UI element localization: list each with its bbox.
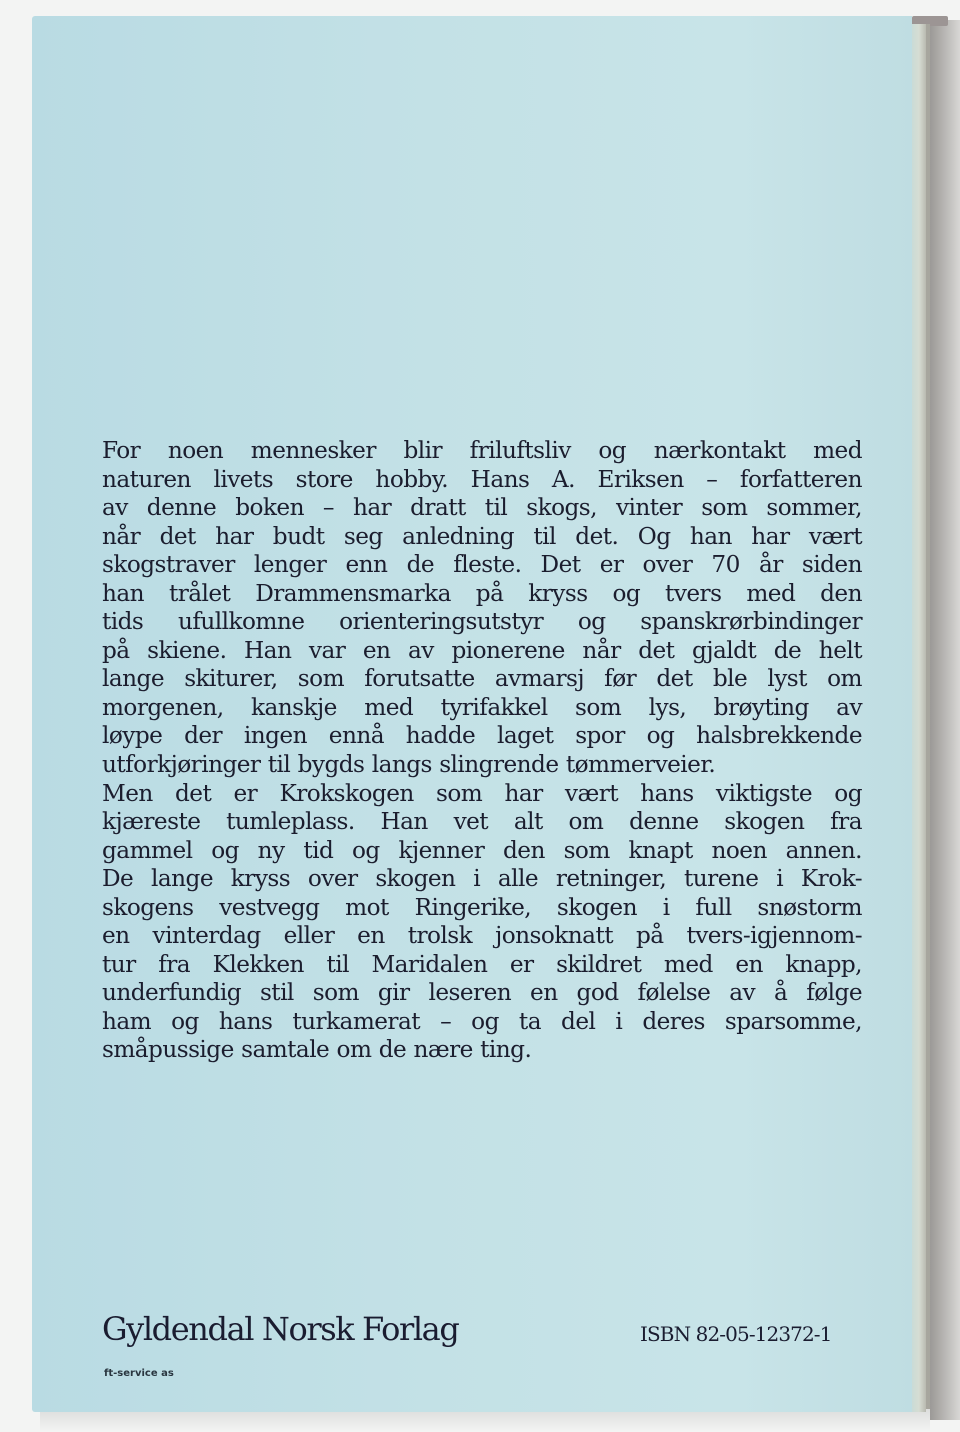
blurb-line: når det har budt seg anledning til det. Og han har vært [102,522,862,550]
book-spine-fold [926,24,930,1409]
blurb-line: De lange kryss over skogen i alle retninger, turene i Krok- [102,865,862,893]
blurb-line: For noen mennesker blir friluftsliv og nærkontakt med [102,437,862,464]
blurb-line: underfundig stil som gir leseren en god følelse av å følge [102,979,862,1007]
printer-credit: ft-service as [104,1368,174,1379]
blurb-line: en vinterdag eller en trolsk jonsoknatt på tvers-igjennom- [102,922,862,950]
blurb-line: på skiene. Han var en av pionerene når det gjaldt de helt [102,636,862,664]
blurb-line: lange skiturer, som forutsatte avmarsj før det ble lyst om [102,665,862,693]
blurb-text [102,437,862,1065]
blurb-line: løype der ingen ennå hadde laget spor og halsbrekkende [102,722,862,750]
blurb-line: morgenen, kanskje med tyrifakkel som lys, brøyting av [102,693,862,721]
blurb-line: kjæreste tumleplass. Han vet alt om denne skogen fra [102,808,862,836]
blurb-line: småpussige samtale om de nære ting. [102,1036,532,1064]
blurb-line: Men det er Krokskogen som har vært hans viktigste og [102,779,862,807]
blurb-line: gammel og ny tid og kjenner den som knapt noen annen. [102,836,862,864]
blurb-line: naturen livets store hobby. Hans A. Eriksen – forfatteren [102,465,862,493]
isbn-number: ISBN 82-05-12372-1 [640,1322,832,1346]
blurb-line: utforkjøringer til bygds langs slingrende tømmerveier. [102,751,716,779]
blurb-line: av denne boken – har dratt til skogs, vinter som sommer, [102,494,862,522]
blurb-line: skogstraver lenger enn de fleste. Det er over 70 år siden [102,551,862,579]
blurb-line: han trålet Drammensmarka på kryss og tvers med den [102,579,862,607]
publisher-name: Gyldendal Norsk Forlag [102,1310,459,1348]
book-spine-edge [912,24,926,1412]
blurb-line: skogens vestvegg mot Ringerike, skogen i full snøstorm [102,893,862,921]
blurb-line: tur fra Klekken til Maridalen er skildret med en knapp, [102,950,862,978]
blurb-line: tids ufullkomne orienteringsutstyr og spanskrørbindinger [102,608,862,636]
blurb-line: ham og hans turkamerat – og ta del i deres sparsomme, [102,1007,862,1035]
